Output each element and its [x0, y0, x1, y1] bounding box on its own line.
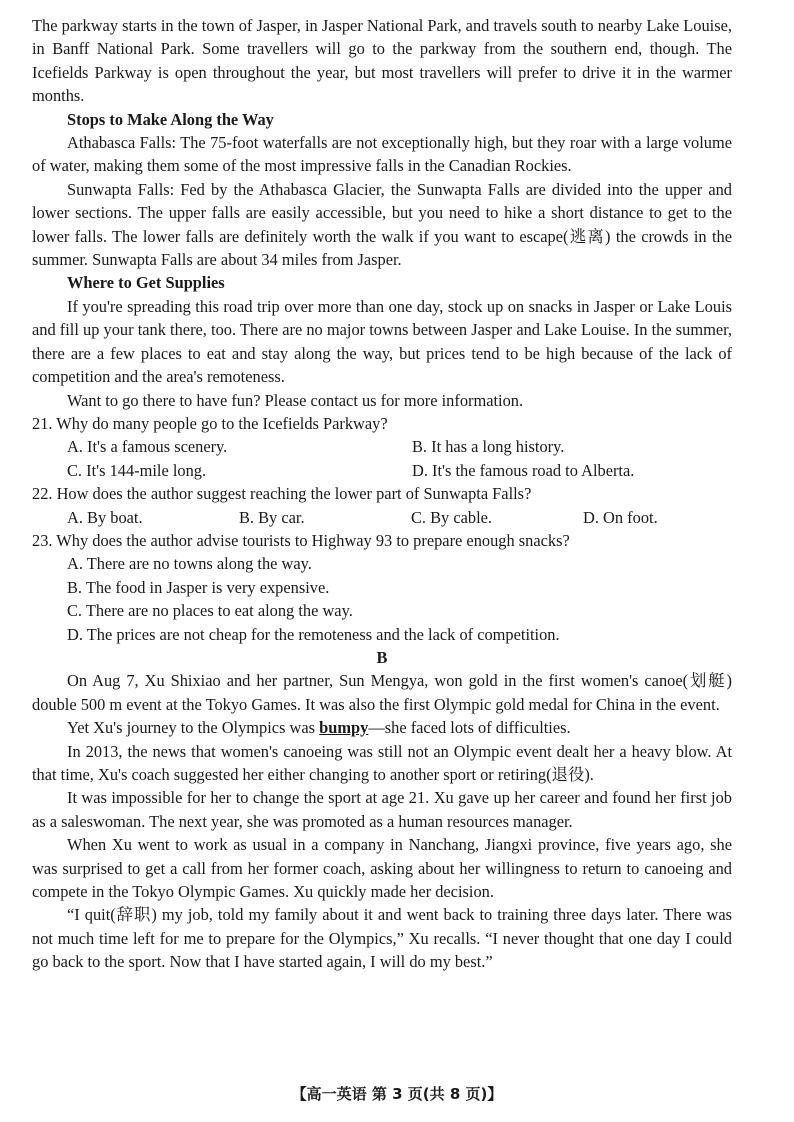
question-23-options	[32, 552, 732, 646]
passage-b-paragraph-5: When Xu went to work as usual in a company in Nanchang, Jiangxi province, five years ago, she was surprised to get a call from her former coach, asking about her willingness to return to canoeing and compete in the Tokyo Olympic Games. Xu quickly made her decision.	[32, 835, 732, 902]
passage-b-paragraph-4: It was impossible for her to change the sport at age 21. Xu gave up her career and found her first job as a saleswoman. The next year, she was promoted as a human resources manager.	[32, 788, 732, 831]
question-23-option-a: A. There are no towns along the way.	[67, 554, 312, 574]
paragraph-contact: Want to go there to have fun? Please contact us for more information.	[67, 390, 524, 410]
question-21-option-b: B. It has a long history.	[412, 437, 565, 457]
question-21-option-d: D. It's the famous road to Alberta.	[412, 460, 635, 480]
question-22-options	[32, 506, 732, 529]
heading-supplies: Where to Get Supplies	[67, 273, 225, 293]
passage-a-paragraph-1: The parkway starts in the town of Jasper, in Jasper National Park, and travels south to nearby Lake Louise, in Banff National Park. Some travellers will go to the parkway from the southern end, though. The Icefields Parkway is open throughout the year, but most travellers will prefer to drive it in the warmer months.	[32, 16, 732, 106]
heading-stops: Stops to Make Along the Way	[67, 109, 274, 129]
question-21-options	[32, 435, 732, 482]
question-23-option-d: D. The prices are not cheap for the remoteness and the lack of competition.	[67, 624, 560, 644]
question-21-option-a: A. It's a famous scenery.	[67, 437, 228, 457]
passage-b-paragraph-1: On Aug 7, Xu Shixiao and her partner, Sun Mengya, won gold in the first women's canoe(划艇) double 500 m event at the Tokyo Games. It was also the first Olympic gold medal for China in the event.	[32, 671, 732, 714]
passage-b-paragraph-2	[32, 716, 732, 739]
question-21-option-c: C. It's 144-mile long.	[67, 460, 207, 480]
paragraph-supplies: If you're spreading this road trip over more than one day, stock up on snacks in Jasper or Lake Louis and fill up your tank there, too. There are no major towns between Jasper and Lake Louise. In the summer, there are a few places to eat and stay along the way, but prices tend to be high because of the lack of competition and the area's remoteness.	[32, 296, 732, 387]
passage-b-paragraph-3: In 2013, the news that women's canoeing was still not an Olympic event dealt her a heavy blow. At that time, Xu's coach suggested her either changing to another sport or retiring(退役).	[32, 741, 732, 784]
section-b-letter: B	[376, 647, 388, 667]
p2-text-after: —she faced lots of difficulties.	[368, 718, 571, 738]
question-23-option-b: B. The food in Jasper is very expensive.	[67, 577, 330, 597]
question-22-option-d: D. On foot.	[583, 507, 658, 527]
paragraph-sunwapta-falls: Sunwapta Falls: Fed by the Athabasca Glacier, the Sunwapta Falls are divided into the upper and lower sections. The upper falls are easily accessible, but you need to hike a short distance to get to the lower falls. The lower falls are definitely worth the walk if you want to escape(逃离) the crowds in the summer. Sunwapta Falls are about 34 miles from Jasper.	[32, 179, 732, 270]
paragraph-athabasca-falls: Athabasca Falls: The 75-foot waterfalls are not exceptionally high, but they roar with a large volume of water, making them some of the most impressive falls in the Canadian Rockies.	[32, 133, 732, 176]
question-23-option-c: C. There are no places to eat along the way.	[67, 601, 353, 621]
question-21-stem: 21. Why do many people go to the Icefields Parkway?	[32, 413, 388, 433]
page-footer: 【高一英语 第 3 页(共 8 页)】	[291, 1085, 503, 1103]
question-22-option-b: B. By car.	[239, 507, 305, 527]
underlined-word-bumpy: bumpy	[319, 718, 369, 738]
passage-b-paragraph-6: “I quit(辞职) my job, told my family about it and went back to training three days later. There was not much time left for me to prepare for the Olympics,” Xu recalls. “I never thought that one day I could go back to the sport. Now that I have started again, I will do my best.”	[32, 905, 732, 972]
p2-text-before: Yet Xu's journey to the Olympics was	[67, 718, 320, 738]
question-22-option-a: A. By boat.	[67, 507, 143, 527]
question-22-option-c: C. By cable.	[411, 507, 493, 527]
question-22-stem: 22. How does the author suggest reaching the lower part of Sunwapta Falls?	[32, 484, 532, 504]
question-23-stem: 23. Why does the author advise tourists to Highway 93 to prepare enough snacks?	[32, 530, 570, 550]
